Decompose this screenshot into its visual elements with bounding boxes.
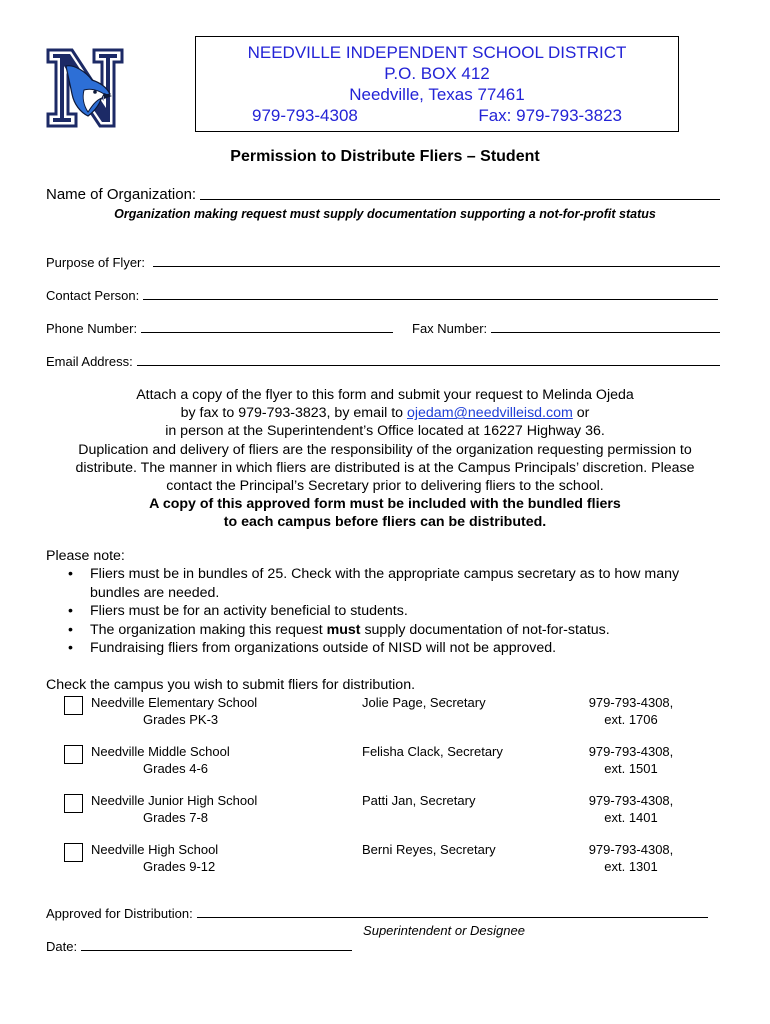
email-field[interactable]	[137, 364, 720, 366]
campus-secretary: Felisha Clack, Secretary	[362, 744, 503, 759]
instructions	[0, 386, 770, 532]
phone-number: 979-793-4308,	[588, 695, 674, 710]
school-grades: Grades 9-12	[143, 859, 216, 874]
organization-field[interactable]	[200, 198, 720, 200]
instructions-bold-line: to each campus before fliers can be distributed.	[223, 514, 547, 531]
fax-field[interactable]	[491, 331, 720, 333]
campus-row-middle	[64, 743, 724, 779]
campus-phone	[576, 743, 686, 777]
campus-phone	[576, 841, 686, 875]
campus-secretary: Patti Jan, Secretary	[362, 793, 476, 808]
organization-row	[46, 186, 720, 203]
school-name: Needville Junior High School	[91, 793, 258, 808]
approval-signature-field[interactable]	[197, 916, 708, 918]
school-grades: Grades 4-6	[143, 761, 209, 776]
campus-checkbox-elementary[interactable]	[64, 696, 83, 715]
campus-secretary: Jolie Page, Secretary	[362, 695, 486, 710]
approval-row	[46, 906, 708, 921]
campus-checkbox-high[interactable]	[64, 843, 83, 862]
phone-number: 979-793-4308,	[588, 793, 674, 808]
note-text: supply documentation of not-for-status.	[360, 621, 610, 638]
organization-note: Organization making request must supply documentation supporting a not-for-profit status	[114, 207, 656, 221]
phone-field[interactable]	[141, 331, 393, 333]
notes-heading: Please note:	[46, 548, 125, 564]
note-item	[46, 621, 746, 639]
district-header	[195, 36, 679, 132]
phone-ext: ext. 1501	[604, 761, 658, 776]
school-name: Needville Elementary School	[91, 695, 258, 710]
form-title: Permission to Distribute Fliers – Student	[230, 148, 540, 165]
date-field[interactable]	[81, 949, 352, 951]
instructions-bold-line: A copy of this approved form must be included with the bundled fliers	[149, 496, 621, 513]
phone-ext: ext. 1706	[604, 712, 658, 727]
campus-school	[91, 792, 301, 826]
notes-list	[46, 565, 746, 657]
district-phone: 979-793-4308	[252, 106, 358, 125]
phone-ext: ext. 1301	[604, 859, 658, 874]
phone-row	[46, 321, 393, 336]
organization-label: Name of Organization:	[46, 186, 197, 203]
instructions-line: Duplication and delivery of fliers are the responsibility of the organization requesting permission to	[78, 441, 692, 458]
campus-school	[91, 694, 301, 728]
district-name: NEEDVILLE INDEPENDENT SCHOOL DISTRICT	[247, 43, 627, 62]
campus-row-elementary	[64, 694, 724, 730]
district-city: Needville, Texas 77461	[349, 85, 525, 104]
fax-label: Fax Number:	[412, 321, 488, 336]
instructions-line: distribute. The manner in which fliers are distributed is at the Campus Principals’ discretion. Please	[75, 459, 695, 476]
campus-phone	[576, 694, 686, 728]
note-emphasis: must	[326, 621, 361, 638]
district-fax: Fax: 979-793-3823	[478, 106, 622, 125]
school-name: Needville Middle School	[91, 744, 230, 759]
district-phones	[196, 105, 678, 126]
note-text: bundles are needed.	[90, 584, 220, 601]
email-link[interactable]: ojedam@needvilleisd.com	[406, 405, 573, 422]
instructions-line: Attach a copy of the flyer to this form and submit your request to Melinda Ojeda	[136, 387, 634, 403]
district-logo	[44, 46, 126, 130]
email-row	[46, 354, 720, 369]
instructions-text: by fax to 979-793-3823, by email to	[180, 405, 407, 422]
instructions-line: in person at the Superintendent’s Office located at 16227 Highway 36.	[165, 423, 605, 440]
campus-row-high	[64, 841, 724, 877]
approval-label: Approved for Distribution:	[46, 906, 193, 921]
phone-number: 979-793-4308,	[588, 744, 674, 759]
campus-checkbox-middle[interactable]	[64, 745, 83, 764]
instructions-text: or	[572, 405, 590, 422]
phone-ext: ext. 1401	[604, 810, 658, 825]
instructions-line: contact the Principal’s Secretary prior to delivering fliers to the school.	[166, 478, 604, 495]
date-label: Date:	[46, 939, 78, 954]
contact-label: Contact Person:	[46, 288, 140, 303]
campus-heading: Check the campus you wish to submit fliers for distribution.	[46, 677, 416, 693]
contact-row	[46, 288, 718, 303]
fax-row	[412, 321, 720, 336]
campus-phone	[576, 792, 686, 826]
district-po-box: P.O. BOX 412	[384, 64, 490, 83]
note-item: • Fundraising fliers from organizations outside of NISD will not be approved.	[46, 639, 746, 657]
notes	[46, 547, 746, 657]
purpose-field[interactable]	[153, 265, 720, 267]
campus-row-junior-high	[64, 792, 724, 828]
campus-secretary: Berni Reyes, Secretary	[362, 842, 496, 857]
school-name: Needville High School	[91, 842, 219, 857]
purpose-row	[46, 255, 720, 270]
campus-school	[91, 841, 301, 875]
signer-caption: Superintendent or Designee	[363, 923, 525, 938]
note-item: • Fliers must be for an activity beneficial to students.	[46, 602, 746, 620]
note-text: Fliers must be in bundles of 25. Check with the appropriate campus secretary as to how many	[90, 566, 680, 583]
campus-checkbox-junior-high[interactable]	[64, 794, 83, 813]
note-item	[46, 565, 746, 602]
email-label: Email Address:	[46, 354, 133, 369]
date-row	[46, 939, 352, 954]
contact-field[interactable]	[143, 298, 718, 300]
instructions-line	[0, 404, 770, 422]
phone-number: 979-793-4308,	[588, 842, 674, 857]
school-grades: Grades 7-8	[143, 810, 209, 825]
note-text: The organization making this request	[90, 621, 327, 638]
school-grades: Grades PK-3	[143, 712, 219, 727]
campus-school	[91, 743, 301, 777]
purpose-label: Purpose of Flyer:	[46, 255, 145, 270]
phone-label: Phone Number:	[46, 321, 138, 336]
